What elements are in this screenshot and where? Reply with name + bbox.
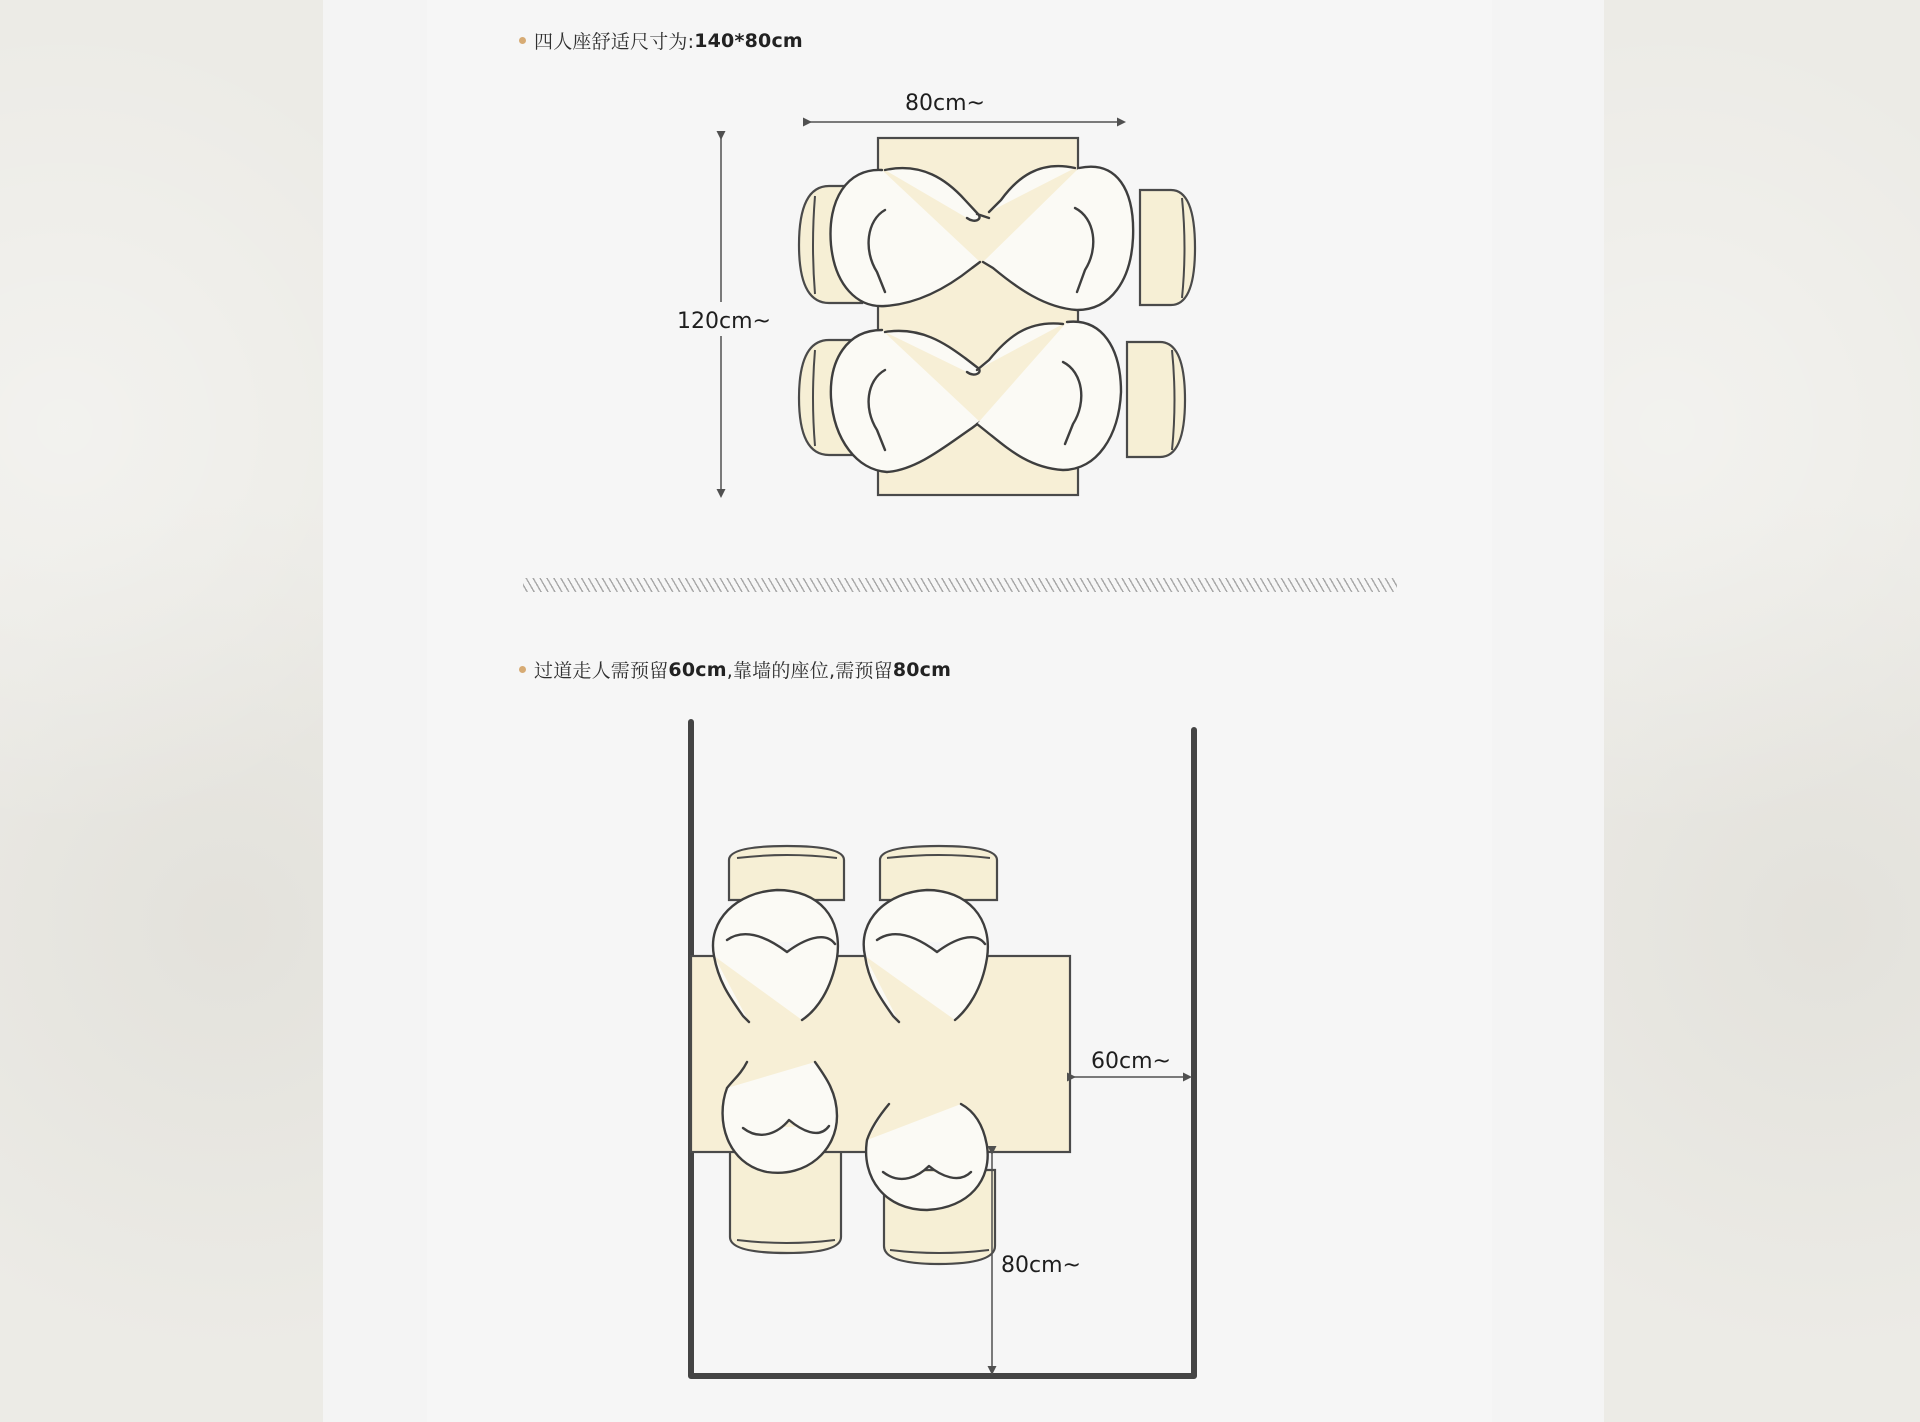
paper-texture-right: [1604, 0, 1920, 1422]
caption-four-seat-text: 四人座舒适尺寸为:: [534, 31, 695, 53]
caption-aisle-text-b: ,靠墙的座位,需预留: [726, 660, 893, 682]
caption-aisle-bold-b: 80cm: [892, 658, 952, 681]
content-panel: [427, 0, 1492, 1422]
width-dimension-label: 80cm~: [905, 91, 985, 116]
caption-aisle-bold-a: 60cm: [668, 658, 727, 681]
wall-seat-dimension-label: 80cm~: [1001, 1253, 1081, 1278]
caption-four-seat-bold: 140*80cm: [694, 29, 803, 52]
caption-aisle-text-a: 过道走人需预留: [534, 660, 669, 682]
aisle-clearance-diagram: [427, 0, 1492, 1422]
height-dimension-label: 120cm~: [677, 309, 771, 334]
content-column: [323, 0, 1604, 1422]
aisle-dimension-label: 60cm~: [1091, 1049, 1171, 1074]
paper-texture-left: [0, 0, 323, 1422]
